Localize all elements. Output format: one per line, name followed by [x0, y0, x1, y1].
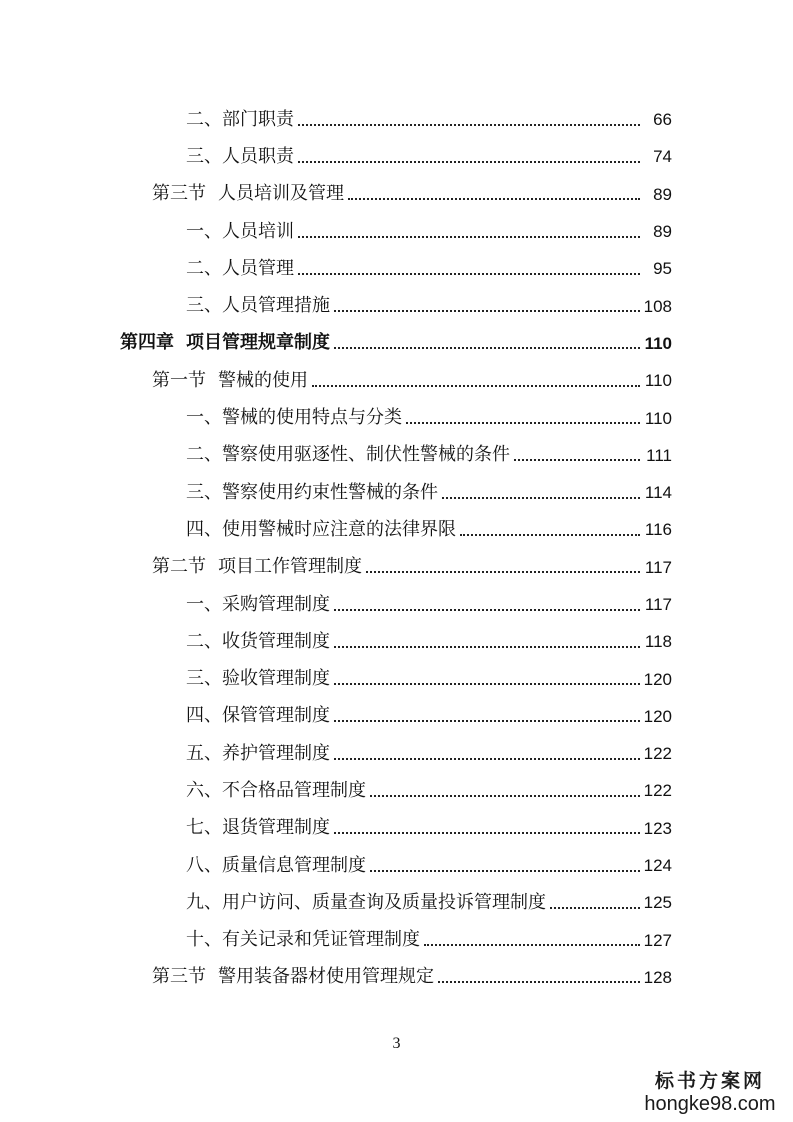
- toc-entry-text: 质量信息管理制度: [222, 854, 366, 876]
- toc-entry-number: 九、: [186, 891, 222, 913]
- toc-entry-number: 六、: [186, 779, 222, 801]
- toc-entry-title: [186, 220, 298, 242]
- toc-entry-item[interactable]: [186, 399, 672, 436]
- toc-entry-page: 110: [644, 333, 672, 353]
- toc-entry-number: 第三节: [152, 966, 206, 988]
- toc-entry-number: 三、: [186, 668, 222, 690]
- toc-entry-item[interactable]: [186, 810, 672, 847]
- toc-entry-page: 110: [644, 371, 672, 391]
- toc-entry-text: 人员职责: [222, 145, 294, 167]
- toc-entry-chapter[interactable]: [120, 325, 672, 362]
- toc-entry-title: [152, 185, 348, 203]
- toc-entry-number: 五、: [186, 742, 222, 764]
- toc-entry-text: 不合格品管理制度: [222, 779, 366, 801]
- toc-entry-text: 警械的使用特点与分类: [222, 407, 402, 429]
- toc-entry-number: 第二节: [152, 556, 206, 578]
- toc-entry-text: 项目管理规章制度: [186, 332, 330, 354]
- toc-dot-leader: [334, 757, 640, 760]
- toc-entry-number: 一、: [186, 220, 222, 242]
- toc-entry-page: 95: [653, 259, 672, 279]
- toc-dot-leader: [334, 719, 640, 722]
- toc-entry-item[interactable]: [186, 437, 672, 474]
- toc-entry-number: 四、: [186, 705, 222, 727]
- toc-entry-item[interactable]: [186, 660, 672, 697]
- toc-entry-title: [186, 630, 334, 652]
- toc-entry-section[interactable]: [152, 362, 672, 399]
- toc-entry-text: 验收管理制度: [222, 668, 330, 690]
- toc-entry-page: 117: [644, 595, 672, 614]
- toc-entry-item[interactable]: [186, 511, 672, 548]
- toc-entry-text: 警察使用约束性警械的条件: [222, 481, 438, 503]
- toc-entry-title: [186, 891, 550, 913]
- toc-entry-page: 120: [643, 669, 672, 689]
- toc-entry-item[interactable]: [186, 138, 672, 175]
- toc-dot-leader: [334, 645, 640, 648]
- toc-dot-leader: [370, 869, 640, 872]
- toc-dot-leader: [334, 346, 640, 349]
- toc-entry-page: 117: [644, 557, 672, 577]
- toc-entry-page: 128: [643, 967, 672, 987]
- toc-entry-number: 四、: [186, 518, 222, 540]
- toc-entry-item[interactable]: [186, 287, 672, 324]
- toc-dot-leader: [406, 421, 640, 424]
- toc-entry-text: 保管管理制度: [222, 705, 330, 727]
- watermark-url: hongke98.com: [644, 1093, 776, 1115]
- toc-entry-number: 第四章: [120, 332, 174, 354]
- toc-entry-number: 二、: [186, 630, 222, 652]
- page-number: 3: [392, 1035, 401, 1052]
- toc-dot-leader: [298, 235, 640, 238]
- toc-entry-text: 人员培训及管理: [218, 183, 344, 205]
- toc-entry-title: [152, 558, 366, 576]
- toc-entry-text: 警用装备器材使用管理规定: [218, 966, 434, 988]
- toc-entry-title: [120, 334, 334, 352]
- toc-entry-text: 退货管理制度: [222, 817, 330, 839]
- toc-entry-item[interactable]: [186, 474, 672, 511]
- toc-entry-text: 人员管理措施: [222, 295, 330, 317]
- toc-dot-leader: [370, 794, 640, 797]
- toc-entry-number: 三、: [186, 145, 222, 167]
- toc-entry-title: [186, 593, 334, 615]
- toc-dot-leader: [442, 496, 640, 499]
- toc-entry-page: 127: [643, 930, 672, 950]
- toc-dot-leader: [424, 943, 640, 946]
- toc-entry-item[interactable]: [186, 735, 672, 772]
- toc-entry-title: [186, 779, 370, 801]
- toc-entry-page: 66: [653, 110, 672, 130]
- toc-entry-item[interactable]: [186, 847, 672, 884]
- toc-dot-leader: [334, 831, 640, 834]
- toc-entry-number: 第一节: [152, 369, 206, 391]
- toc-entry-title: [186, 819, 334, 837]
- toc-entry-page: 74: [653, 147, 672, 167]
- toc-entry-title: [186, 742, 334, 764]
- toc-entry-page: 108: [643, 296, 672, 316]
- toc-entry-number: 一、: [186, 593, 222, 615]
- toc-entry-title: [186, 257, 298, 279]
- toc-dot-leader: [298, 160, 640, 163]
- toc-entry-text: 警械的使用: [218, 369, 308, 391]
- toc-dot-leader: [312, 384, 640, 387]
- toc-dot-leader: [514, 458, 640, 461]
- toc-entry-page: 122: [643, 781, 672, 801]
- toc-dot-leader: [348, 197, 640, 200]
- toc-entry-title: [186, 931, 424, 949]
- toc-entry-page: 114: [644, 483, 672, 503]
- toc-entry-number: 三、: [186, 481, 222, 503]
- toc-entry-title: [186, 409, 406, 427]
- toc-entry-title: [186, 518, 460, 540]
- toc-entry-text: 用户访问、质量查询及质量投诉管理制度: [222, 891, 546, 913]
- toc-entry-text: 使用警械时应注意的法律界限: [222, 518, 456, 540]
- toc-entry-title: [186, 108, 298, 130]
- toc-entry-title: [186, 446, 514, 464]
- watermark-name: 标书方案网: [654, 1070, 765, 1092]
- toc-dot-leader: [460, 533, 640, 536]
- toc-entry-number: 二、: [186, 257, 222, 279]
- toc-entry-title: [152, 968, 438, 986]
- toc-entry-title: [186, 297, 334, 315]
- toc-entry-page: 123: [643, 818, 672, 838]
- toc-entry-page: 111: [646, 445, 672, 465]
- toc-dot-leader: [298, 272, 640, 275]
- toc-entry-number: 二、: [186, 108, 222, 130]
- toc-entry-text: 项目工作管理制度: [218, 556, 362, 578]
- toc-entry-number: 十、: [186, 929, 222, 951]
- toc-entry-item[interactable]: [186, 772, 672, 809]
- toc-dot-leader: [298, 123, 640, 126]
- toc-entry-title: [186, 481, 442, 503]
- toc-entry-section[interactable]: [152, 959, 672, 996]
- toc-entry-text: 养护管理制度: [222, 742, 330, 764]
- toc-entry-page: 118: [644, 632, 672, 652]
- watermark: [635, 1066, 785, 1116]
- toc-entry-page: 120: [643, 706, 672, 726]
- toc-entry-item[interactable]: [186, 922, 672, 959]
- toc-dot-leader: [550, 906, 640, 909]
- toc-entry-item[interactable]: [186, 586, 672, 623]
- toc-dot-leader: [334, 608, 640, 611]
- toc-entry-title: [152, 369, 312, 391]
- toc-entry-item[interactable]: [186, 101, 672, 138]
- toc-entry-page: 89: [653, 222, 672, 242]
- toc-dot-leader: [334, 682, 640, 685]
- toc-entry-item[interactable]: [186, 884, 672, 921]
- toc-entry-page: 89: [653, 184, 672, 204]
- toc-entry-section[interactable]: [152, 549, 672, 586]
- toc-entry-title: [186, 145, 298, 167]
- toc-entry-page: 110: [644, 408, 672, 428]
- toc-entry-number: 八、: [186, 854, 222, 876]
- toc-entry-title: [186, 854, 370, 876]
- toc-dot-leader: [438, 980, 640, 983]
- toc-entry-number: 一、: [186, 407, 222, 429]
- toc-entry-text: 人员管理: [222, 257, 294, 279]
- toc-entry-text: 部门职责: [222, 108, 294, 130]
- toc-entry-number: 三、: [186, 295, 222, 317]
- toc-entry-page: 122: [643, 744, 672, 764]
- toc-entry-text: 收货管理制度: [222, 630, 330, 652]
- toc-entry-section[interactable]: [152, 176, 672, 213]
- toc-dot-leader: [366, 570, 640, 573]
- toc-entry-number: 二、: [186, 444, 222, 466]
- toc-entry-title: [186, 707, 334, 725]
- toc-entry-text: 采购管理制度: [222, 593, 330, 615]
- toc-entry-title: [186, 670, 334, 688]
- toc-entry-text: 有关记录和凭证管理制度: [222, 929, 420, 951]
- toc-dot-leader: [334, 309, 640, 312]
- toc-entry-text: 警察使用驱逐性、制伏性警械的条件: [222, 444, 510, 466]
- toc-entry-item[interactable]: [186, 623, 672, 660]
- toc-entry-text: 人员培训: [222, 220, 294, 242]
- toc-entry-item[interactable]: [186, 698, 672, 735]
- toc-entry-item[interactable]: [186, 250, 672, 287]
- toc-entry-number: 第三节: [152, 183, 206, 205]
- toc-entry-page: 116: [644, 520, 672, 540]
- toc-entry-page: 125: [643, 893, 672, 913]
- toc-entry-number: 七、: [186, 817, 222, 839]
- toc-entry-item[interactable]: [186, 213, 672, 250]
- toc-entry-page: 124: [643, 856, 672, 876]
- table-of-contents: [0, 101, 793, 996]
